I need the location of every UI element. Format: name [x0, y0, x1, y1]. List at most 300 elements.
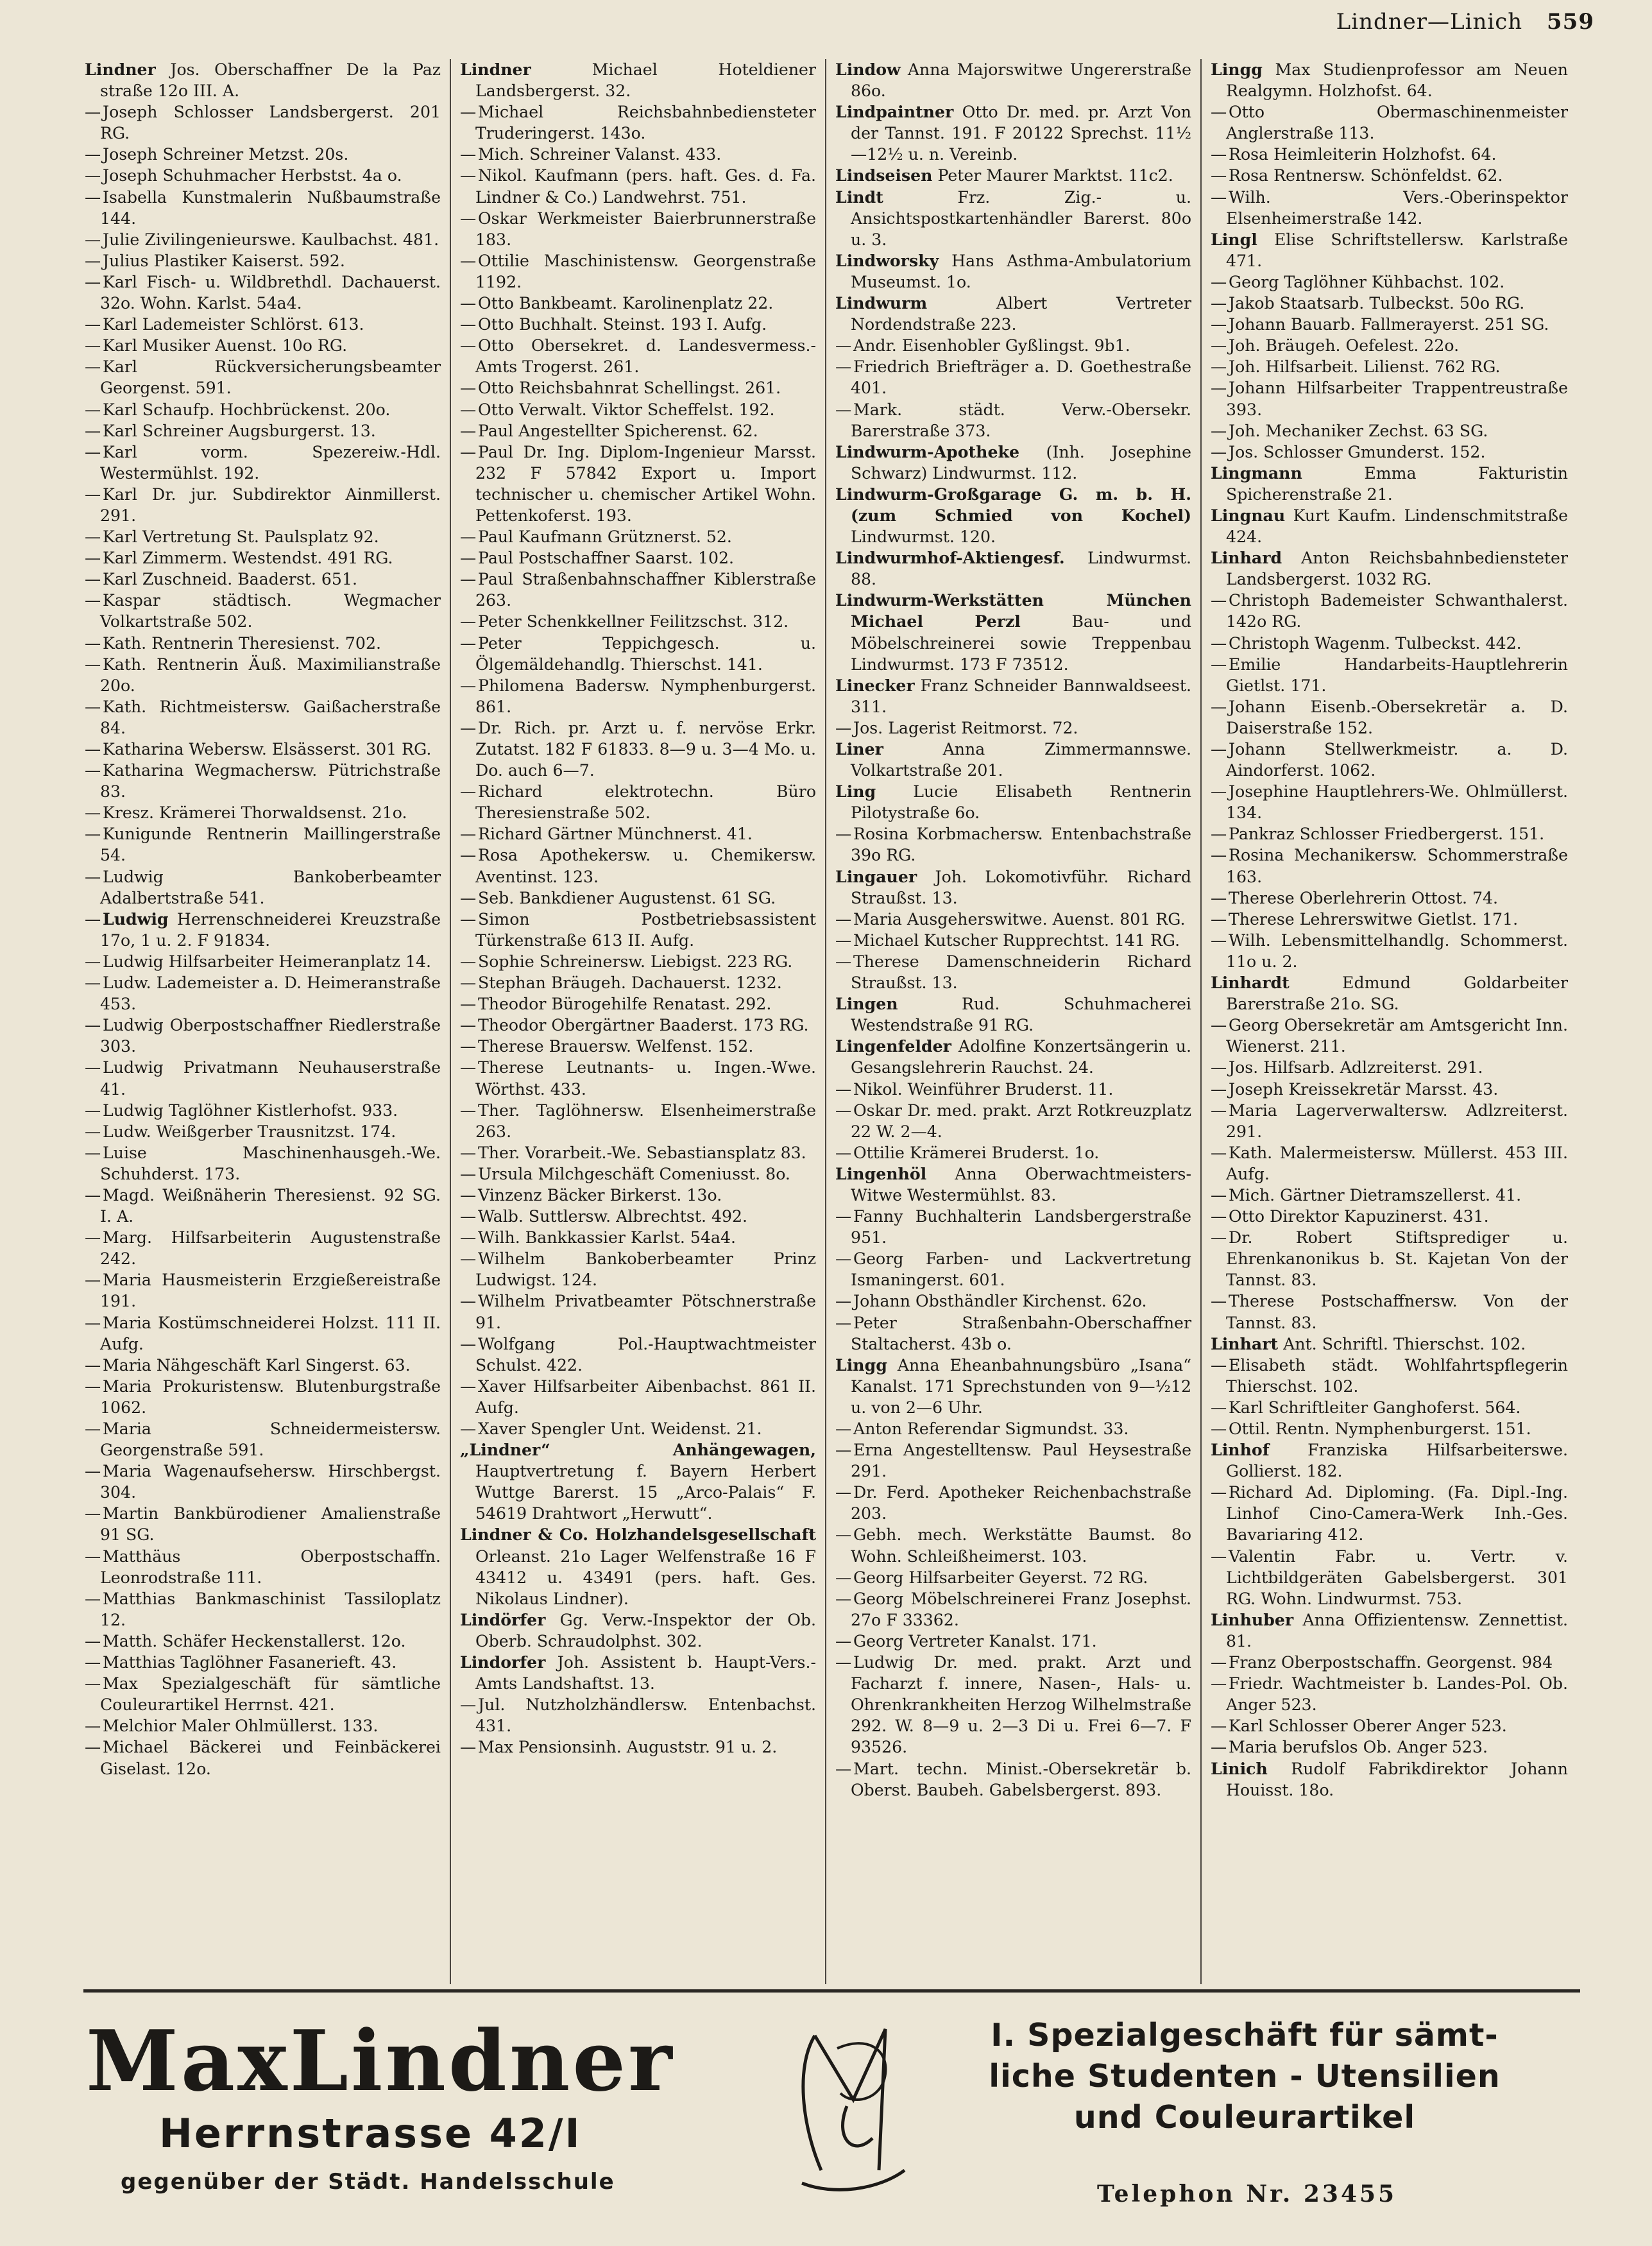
entry-details: Kath. Richtmeistersw. Gaißacherstraße 84.: [100, 697, 441, 737]
ditto-dash: —: [460, 209, 477, 228]
ditto-dash: —: [460, 527, 477, 547]
ditto-dash: —: [85, 145, 101, 164]
entry-surname: Lindworsky: [835, 250, 939, 270]
ditto-dash: —: [85, 357, 101, 377]
entry-details: Johann Stellwerkmeistr. a. D. Aindorferst. 1062.: [1226, 740, 1568, 780]
ditto-dash: —: [835, 1525, 852, 1545]
ditto-dash: —: [85, 803, 101, 823]
entry-details: Anna Offizientensw. Zennettist. 81.: [1226, 1610, 1568, 1650]
ditto-dash: —: [460, 379, 477, 398]
advert-slogan-line-3: und Couleurartikel: [1073, 2099, 1416, 2136]
entry-details: Karl Fisch- u. Wildbrethdl. Dachauerst. 32o. Wohn. Karlst. 54a4.: [100, 272, 441, 313]
ditto-dash: —: [85, 909, 101, 929]
ditto-dash: —: [85, 527, 101, 547]
entry-surname: Ludwig: [103, 909, 169, 929]
directory-entry: [835, 823, 1191, 866]
ditto-dash: —: [1211, 1653, 1227, 1672]
entry-details: Emilie Handarbeits-Hauptlehrerin Gietlst. 171.: [1226, 655, 1568, 695]
entry-surname: Lindner: [460, 60, 531, 79]
directory-entry: [85, 760, 441, 802]
entry-details: Albert Vertreter Nordendstraße 223.: [851, 294, 1191, 334]
ditto-dash: —: [85, 187, 101, 207]
entry-details: Georg Taglöhner Kühbachst. 102.: [1229, 272, 1505, 291]
directory-entry: [835, 717, 1191, 739]
directory-entry: [835, 1163, 1191, 1206]
entry-surname: Lindpaintner: [835, 102, 954, 122]
directory-entry: [1211, 1333, 1568, 1355]
directory-entry: [460, 569, 816, 611]
entry-details: Emma Fakturistin Spicherenstraße 21.: [1226, 463, 1568, 504]
ditto-dash: —: [1211, 1101, 1227, 1120]
entry-details: Michael Reichsbahnbediensteter Truderingerst. 143o.: [475, 103, 816, 143]
entry-details: Richard Gärtner Münchnerst. 41.: [478, 825, 753, 844]
entry-surname: Lingl: [1211, 229, 1257, 249]
ditto-dash: —: [460, 633, 477, 653]
ditto-dash: —: [460, 1419, 477, 1438]
directory-entry: [1211, 314, 1568, 335]
entry-surname: Lindorfer: [460, 1652, 546, 1672]
ditto-dash: —: [460, 1185, 477, 1204]
entry-details: Paul Straßenbahnschaffner Kiblerstraße 263.: [475, 570, 816, 610]
directory-entry: [460, 633, 816, 675]
entry-surname: Ling: [835, 782, 876, 802]
ditto-dash: —: [1211, 1738, 1227, 1757]
ditto-dash: —: [85, 103, 101, 122]
ditto-dash: —: [460, 1143, 477, 1162]
directory-entry: [85, 1546, 441, 1588]
directory-entry: [85, 547, 441, 569]
directory-entry: [460, 1206, 816, 1227]
entry-details: Franz Schneider Bannwaldseest. 311.: [851, 676, 1191, 716]
entry-details: Karl vorm. Spezereiw.-Hdl. Westermühlst. 192.: [100, 442, 441, 483]
directory-entry: [835, 1312, 1191, 1355]
entry-details: Wilh. Lebensmittelhandlg. Schommerst. 11o u. 2.: [1226, 930, 1568, 971]
ditto-dash: —: [85, 1717, 101, 1736]
entry-details: Maria Ausgeherswitwe. Auenst. 801 RG.: [853, 909, 1186, 929]
directory-entry: [85, 1312, 441, 1355]
ditto-dash: —: [460, 421, 477, 440]
entry-details: Paul Angestellter Spicherenst. 62.: [478, 421, 758, 440]
entry-details: Mark. städt. Verw.-Obersekr. Barerstraße 373.: [851, 400, 1191, 440]
directory-entry: [460, 1376, 816, 1418]
entry-details: Kurt Kaufm. Lindenschmitstraße 424.: [1226, 506, 1568, 547]
ditto-dash: —: [1211, 336, 1227, 356]
directory-entry: [85, 335, 441, 356]
column-2: [451, 59, 826, 1984]
directory-entry: [85, 1227, 441, 1269]
directory-entry: [85, 823, 441, 866]
entry-details: Otto Bankbeamt. Karolinenplatz 22.: [478, 294, 774, 313]
ditto-dash: —: [85, 1058, 101, 1077]
entry-surname: Lindner & Co. Holzhandelsgesellschaft: [460, 1525, 816, 1545]
entry-details: Elisabeth städt. Wohlfahrtspflegerin Thierschst. 102.: [1226, 1355, 1568, 1396]
entry-surname: Lingenhöl: [835, 1163, 927, 1183]
entry-details: Rosa Rentnersw. Schönfeldst. 62.: [1229, 166, 1503, 185]
entry-details: Erna Angestelltensw. Paul Heysestraße 291.: [851, 1441, 1191, 1481]
entry-details: Karl Schlosser Oberer Anger 523.: [1229, 1717, 1507, 1736]
directory-entry: [460, 1163, 816, 1185]
directory-entry: [1211, 1482, 1568, 1545]
directory-entry: [460, 1524, 816, 1609]
ditto-dash: —: [85, 251, 101, 270]
entry-details: Franziska Hilfsarbeiterswe. Gollierst. 182.: [1226, 1441, 1568, 1481]
entry-details: Nikol. Kaufmann (pers. haft. Ges. d. Fa. Lindner & Co.) Landwehrst. 751.: [475, 166, 816, 207]
ditto-dash: —: [1211, 825, 1227, 844]
directory-entry: [835, 1631, 1191, 1652]
entry-details: Karl Rückversicherungsbeamter Georgenst. 591.: [100, 357, 441, 398]
directory-entry: [1211, 356, 1568, 377]
directory-entry: [460, 293, 816, 314]
advert-slogan-line-2: liche Studenten - Utensilien: [989, 2058, 1501, 2095]
entry-details: Wilhelm Bankoberbeamter Prinz Ludwigst. 124.: [475, 1249, 816, 1290]
entry-surname: Linecker: [835, 675, 915, 695]
ditto-dash: —: [85, 1185, 101, 1204]
entry-surname: Lingauer: [835, 866, 917, 886]
directory-entry: [460, 1248, 816, 1290]
entry-details: Xaver Hilfsarbeiter Aibenbachst. 861 II. Aufg.: [475, 1376, 816, 1417]
ditto-dash: —: [460, 952, 477, 971]
entry-details: Julius Plastiker Kaiserst. 592.: [103, 251, 345, 270]
entry-details: Wilhelm Privatbeamter Pötschnerstraße 91.: [475, 1292, 816, 1332]
directory-entry: [835, 1100, 1191, 1142]
ditto-dash: —: [460, 251, 477, 270]
entry-details: Matthias Taglöhner Fasanerieft. 43.: [103, 1653, 397, 1672]
ditto-dash: —: [1211, 1292, 1227, 1311]
entry-details: Ursula Milchgeschäft Comeniusst. 8o.: [478, 1164, 790, 1183]
ditto-dash: —: [460, 1058, 477, 1077]
entry-details: Peter Schenkkellner Feilitzschst. 312.: [478, 612, 789, 631]
advertisement: [76, 2002, 1577, 2214]
column-4: [1202, 59, 1577, 1984]
entry-details: Jul. Nutzholzhändlersw. Entenbachst. 431.: [475, 1695, 816, 1736]
ditto-dash: —: [1211, 1483, 1227, 1502]
directory-entry: [85, 802, 441, 823]
entry-details: Dr. Robert Stiftsprediger u. Ehrenkanonikus b. St. Kajetan Von der Tannst. 83.: [1226, 1228, 1568, 1290]
entry-details: Gebh. mech. Werkstätte Baumst. 8o Wohn. Schleißheimerst. 103.: [851, 1525, 1191, 1566]
directory-entry: [835, 866, 1191, 909]
entry-surname: Linhuber: [1211, 1609, 1294, 1629]
directory-entry: [85, 187, 441, 229]
entry-details: Mich. Schreiner Valanst. 433.: [478, 145, 722, 164]
entry-details: Therese Oberlehrerin Ottost. 74.: [1229, 888, 1499, 907]
ditto-dash: —: [835, 357, 852, 377]
entry-details: Bau- und Möbelschreinerei sowie Treppenbau Lindwurmst. 173 F 73512.: [851, 612, 1191, 674]
entry-details: Jos. Hilfsarb. Adlzreiterst. 291.: [1229, 1058, 1483, 1077]
ditto-dash: —: [835, 1419, 852, 1438]
entry-details: Ludwig Oberpostschaffner Riedlerstraße 303.: [100, 1016, 441, 1056]
ditto-dash: —: [460, 336, 477, 356]
entry-details: Karl Zimmerm. Westendst. 491 RG.: [103, 549, 393, 568]
ditto-dash: —: [835, 718, 852, 737]
directory-entry: [1211, 187, 1568, 229]
directory-entry: [460, 611, 816, 632]
running-title: Lindner—Linich: [1336, 9, 1523, 35]
ditto-dash: —: [1211, 1016, 1227, 1035]
entry-details: Georg Farben- und Lackvertretung Ismaningerst. 601.: [851, 1249, 1191, 1290]
directory-entry: [85, 654, 441, 696]
entry-details: Paul Postschaffner Saarst. 102.: [478, 549, 735, 568]
entry-details: Hans Asthma-Ambulatorium Museumst. 1o.: [851, 251, 1191, 291]
directory-entry: [85, 484, 441, 526]
ditto-dash: —: [85, 272, 101, 291]
entry-details: Therese Postschaffnersw. Von der Tannst. 83.: [1226, 1292, 1568, 1332]
directory-entry: [460, 208, 816, 250]
directory-entry: [460, 101, 816, 144]
entry-details: Jos. Lagerist Reitmorst. 72.: [853, 718, 1078, 737]
entry-details: Walb. Suttlersw. Albrechtst. 492.: [478, 1207, 748, 1226]
entry-details: Otto Buchhalt. Steinst. 193 I. Aufg.: [478, 315, 767, 334]
entry-details: Joseph Kreissekretär Marsst. 43.: [1229, 1079, 1499, 1099]
ditto-dash: —: [460, 442, 477, 461]
ditto-dash: —: [85, 230, 101, 249]
ditto-dash: —: [85, 1355, 101, 1375]
page-number: 559: [1547, 9, 1594, 35]
entry-details: Ludwig Taglöhner Kistlerhofst. 933.: [103, 1101, 398, 1120]
directory-entry: [1211, 271, 1568, 293]
advert-phone: Telephon Nr. 23455: [1097, 2181, 1397, 2207]
directory-entry: [85, 972, 441, 1015]
directory-entry: [1211, 441, 1568, 463]
ditto-dash: —: [460, 549, 477, 568]
directory-entry: [460, 441, 816, 526]
entry-details: Xaver Spengler Unt. Weidenst. 21.: [478, 1419, 762, 1438]
entry-details: Maria Wagenaufsehersw. Hirschbergst. 304.: [100, 1462, 441, 1502]
entry-details: Karl Schaufp. Hochbrückenst. 20o.: [103, 400, 391, 419]
ditto-dash: —: [835, 1079, 852, 1099]
directory-entry: [460, 314, 816, 335]
directory-entry: [85, 1057, 441, 1099]
entry-details: Ottilie Maschinistensw. Georgenstraße 1192.: [475, 251, 816, 291]
entry-details: Melchior Maler Ohlmüllerst. 133.: [103, 1717, 379, 1736]
entry-surname: Lingg: [1211, 60, 1263, 79]
entry-surname: Lindwurmhof-Aktiengesf.: [835, 548, 1065, 568]
ditto-dash: —: [1211, 357, 1227, 377]
monogram-logo: [776, 2010, 924, 2202]
directory-entry: [85, 1376, 441, 1418]
directory-entry: [460, 1227, 816, 1248]
directory-entry: [835, 1482, 1191, 1524]
directory-entry: [835, 165, 1191, 186]
directory-entry: [85, 356, 441, 399]
ditto-dash: —: [85, 825, 101, 844]
entry-surname: Lingmann: [1211, 463, 1302, 483]
directory-entry: [1211, 377, 1568, 420]
directory-entry: [85, 1588, 441, 1631]
entry-details: Stephan Bräugeh. Dachauerst. 1232.: [478, 973, 782, 993]
ditto-dash: —: [460, 294, 477, 313]
entry-details: Peter Teppichgesch. u. Ölgemäldehandlg. Thierschst. 141.: [475, 633, 816, 674]
directory-entry: [85, 1503, 441, 1545]
ditto-dash: —: [460, 1249, 477, 1269]
directory-entry: [85, 59, 441, 101]
ditto-dash: —: [85, 697, 101, 716]
directory-entry: [460, 399, 816, 420]
directory-entry: [460, 951, 816, 972]
directory-entry: [460, 1036, 816, 1057]
ditto-dash: —: [1211, 909, 1227, 929]
entry-details: Andr. Eisenhobler Gyßlingst. 9b1.: [853, 336, 1130, 356]
ditto-dash: —: [835, 1292, 852, 1311]
entry-details: Wilh. Bankkassier Karlst. 54a4.: [478, 1228, 737, 1247]
entry-details: Lindwurmst. 88.: [851, 549, 1191, 589]
ditto-dash: —: [85, 400, 101, 419]
directory-entry: [85, 1652, 441, 1673]
directory-entry: [1211, 909, 1568, 930]
entry-details: Luise Maschinenhausgeh.-We. Schuhderst. 173.: [100, 1143, 441, 1183]
directory-entry: [460, 1736, 816, 1758]
entry-details: Friedrich Briefträger a. D. Goethestraße 401.: [851, 357, 1191, 398]
directory-entry: [85, 866, 441, 909]
directory-entry: [835, 1036, 1191, 1078]
entry-details: Maria Nähgeschäft Karl Singerst. 63.: [103, 1355, 411, 1375]
directory-entry: [835, 909, 1191, 930]
ditto-dash: —: [1211, 1398, 1227, 1417]
ditto-dash: —: [1211, 782, 1227, 802]
directory-entry: [1211, 590, 1568, 632]
entry-details: Lucie Elisabeth Rentnerin Pilotystraße 6o.: [851, 782, 1191, 823]
directory-entry: [85, 441, 441, 484]
entry-details: Matth. Schäfer Heckenstallerst. 12o.: [103, 1631, 406, 1650]
entry-surname: Lingnau: [1211, 505, 1286, 525]
directory-entry: [835, 1206, 1191, 1248]
directory-entry: [835, 484, 1191, 547]
ditto-dash: —: [835, 1143, 852, 1162]
entry-surname: Lindt: [835, 187, 883, 207]
directory-entry: [835, 1588, 1191, 1631]
directory-entry: [1211, 59, 1568, 101]
directory-entry: [85, 590, 441, 632]
entry-details: Isabella Kunstmalerin Nußbaumstraße 144.: [100, 187, 441, 228]
entry-details: Theodor Obergärtner Baaderst. 173 RG.: [478, 1016, 809, 1035]
entry-surname: Linich: [1211, 1758, 1268, 1778]
ditto-dash: —: [85, 570, 101, 589]
ditto-dash: —: [1211, 655, 1227, 674]
ditto-dash: —: [460, 570, 477, 589]
entry-details: Rud. Schuhmacherei Westendstraße 91 RG.: [851, 995, 1191, 1035]
entry-details: Otto Direktor Kapuzinerst. 431.: [1229, 1207, 1489, 1226]
entry-details: Ludwig Bankoberbeamter Adalbertstraße 541.: [100, 867, 441, 907]
entry-details: Therese Brauersw. Welfenst. 152.: [478, 1037, 754, 1056]
directory-entry: [1211, 1185, 1568, 1206]
ditto-dash: —: [460, 400, 477, 419]
advert-slogan-line-1: I. Spezialgeschäft für sämt-: [991, 2017, 1499, 2053]
directory-entry: [85, 271, 441, 314]
ditto-dash: —: [1211, 272, 1227, 291]
directory-entry: [460, 547, 816, 569]
advert-location-note: gegenüber der Städt. Handelsschule: [121, 2169, 615, 2195]
entry-details: Kaspar städtisch. Wegmacher Volkartstraße 502.: [100, 591, 441, 631]
directory-entry: [1211, 739, 1568, 781]
entry-details: Herrenschneiderei Kreuzstraße 17o, 1 u. 2. F 91834.: [100, 909, 441, 950]
directory-entry: [85, 1631, 441, 1652]
advert-slogan: [924, 2015, 1565, 2138]
ditto-dash: —: [460, 718, 477, 737]
directory-entry: [460, 887, 816, 909]
entry-details: Ottilie Krämerei Bruderst. 1o.: [853, 1143, 1100, 1162]
directory-entry: [460, 909, 816, 951]
entry-details: Kath. Malermeistersw. Müllerst. 453 III. Aufg.: [1226, 1143, 1568, 1183]
entry-details: Orleanst. 21o Lager Welfenstraße 16 F 43412 u. 43491 (pers. haft. Ges. Nikolaus Lindner).: [475, 1547, 816, 1608]
directory-entry: [835, 356, 1191, 399]
entry-details: Pankraz Schlosser Friedbergerst. 151.: [1229, 825, 1545, 844]
entry-details: Peter Straßenbahn-Oberschaffner Staltacherst. 43b o.: [851, 1313, 1191, 1353]
directory-entry: [1211, 1227, 1568, 1290]
entry-details: Karl Musiker Auenst. 10o RG.: [103, 336, 348, 356]
directory-entry: [1211, 781, 1568, 823]
directory-entry: [460, 1418, 816, 1439]
ditto-dash: —: [460, 1228, 477, 1247]
ditto-dash: —: [460, 1334, 477, 1353]
directory-entry: [835, 1290, 1191, 1312]
entry-details: Jakob Staatsarb. Tulbeckst. 50o RG.: [1229, 294, 1525, 313]
ditto-dash: —: [1211, 1185, 1227, 1204]
entry-details: Edmund Goldarbeiter Barerstraße 21o. SG.: [1226, 973, 1568, 1014]
ditto-dash: —: [460, 825, 477, 844]
entry-details: Richard Ad. Diploming. (Fa. Dipl.-Ing. Linhof Cino-Camera-Werk Inh.-Ges. Bavariaring 412.: [1226, 1483, 1568, 1545]
entry-details: Kunigunde Rentnerin Maillingerstraße 54.: [100, 825, 441, 865]
directory-entry: [460, 165, 816, 207]
directory-entry: [1211, 101, 1568, 144]
directory-entry: [835, 1248, 1191, 1290]
entry-details: Maria Lagerverwaltersw. Adlzreiterst. 291.: [1226, 1101, 1568, 1141]
directory-entry: [460, 1015, 816, 1036]
ditto-dash: —: [460, 145, 477, 164]
directory-entry: [85, 1100, 441, 1121]
ditto-dash: —: [1211, 697, 1227, 716]
ditto-dash: —: [1211, 103, 1227, 122]
directory-entry: [835, 1142, 1191, 1163]
directory-entry: [85, 250, 441, 271]
ditto-dash: —: [1211, 1228, 1227, 1247]
ditto-dash: —: [85, 549, 101, 568]
entry-surname: Lindseisen: [835, 166, 933, 185]
entry-details: Joh. Assistent b. Haupt-Vers.-Amts Landshaftst. 13.: [475, 1653, 816, 1693]
entry-details: Therese Lehrerswitwe Gietlst. 171.: [1229, 909, 1519, 929]
entry-details: Karl Zuschneid. Baaderst. 651.: [103, 570, 357, 589]
entry-details: Sophie Schreinersw. Liebigst. 223 RG.: [478, 952, 793, 971]
ditto-dash: —: [1211, 442, 1227, 461]
ditto-dash: —: [85, 1122, 101, 1141]
ditto-dash: —: [1211, 930, 1227, 950]
directory-entry: [85, 1015, 441, 1057]
ditto-dash: —: [85, 484, 101, 504]
entry-surname: Lingen: [835, 994, 898, 1014]
entry-details: Ludw. Lademeister a. D. Heimeranstraße 453.: [100, 973, 441, 1014]
directory-entry: [1211, 1609, 1568, 1652]
entry-surname: Lingenfelder: [835, 1036, 951, 1056]
directory-entry: [1211, 335, 1568, 356]
directory-entry: [460, 717, 816, 781]
directory-entry: [85, 314, 441, 335]
directory-entry: [1211, 165, 1568, 186]
ditto-dash: —: [835, 1101, 852, 1120]
directory-entry: [1211, 696, 1568, 739]
entry-surname: Linhart: [1211, 1333, 1279, 1353]
entry-details: Josephine Hauptlehrers-We. Ohlmüllerst. 134.: [1226, 782, 1568, 823]
directory-entry: [1211, 823, 1568, 844]
ditto-dash: —: [85, 442, 101, 461]
ditto-dash: —: [460, 1292, 477, 1311]
ditto-dash: —: [85, 867, 101, 886]
entry-details: Peter Maurer Marktst. 11c2.: [932, 166, 1173, 185]
directory-entry: [85, 165, 441, 186]
ditto-dash: —: [835, 1249, 852, 1269]
directory-entry: [85, 1418, 441, 1461]
entry-details: Dr. Ferd. Apotheker Reichenbachstraße 203.: [851, 1483, 1191, 1523]
ditto-dash: —: [1211, 846, 1227, 865]
entry-details: Ther. Taglöhnersw. Elsenheimerstraße 263.: [475, 1101, 816, 1141]
entry-surname: Lindow: [835, 60, 901, 79]
